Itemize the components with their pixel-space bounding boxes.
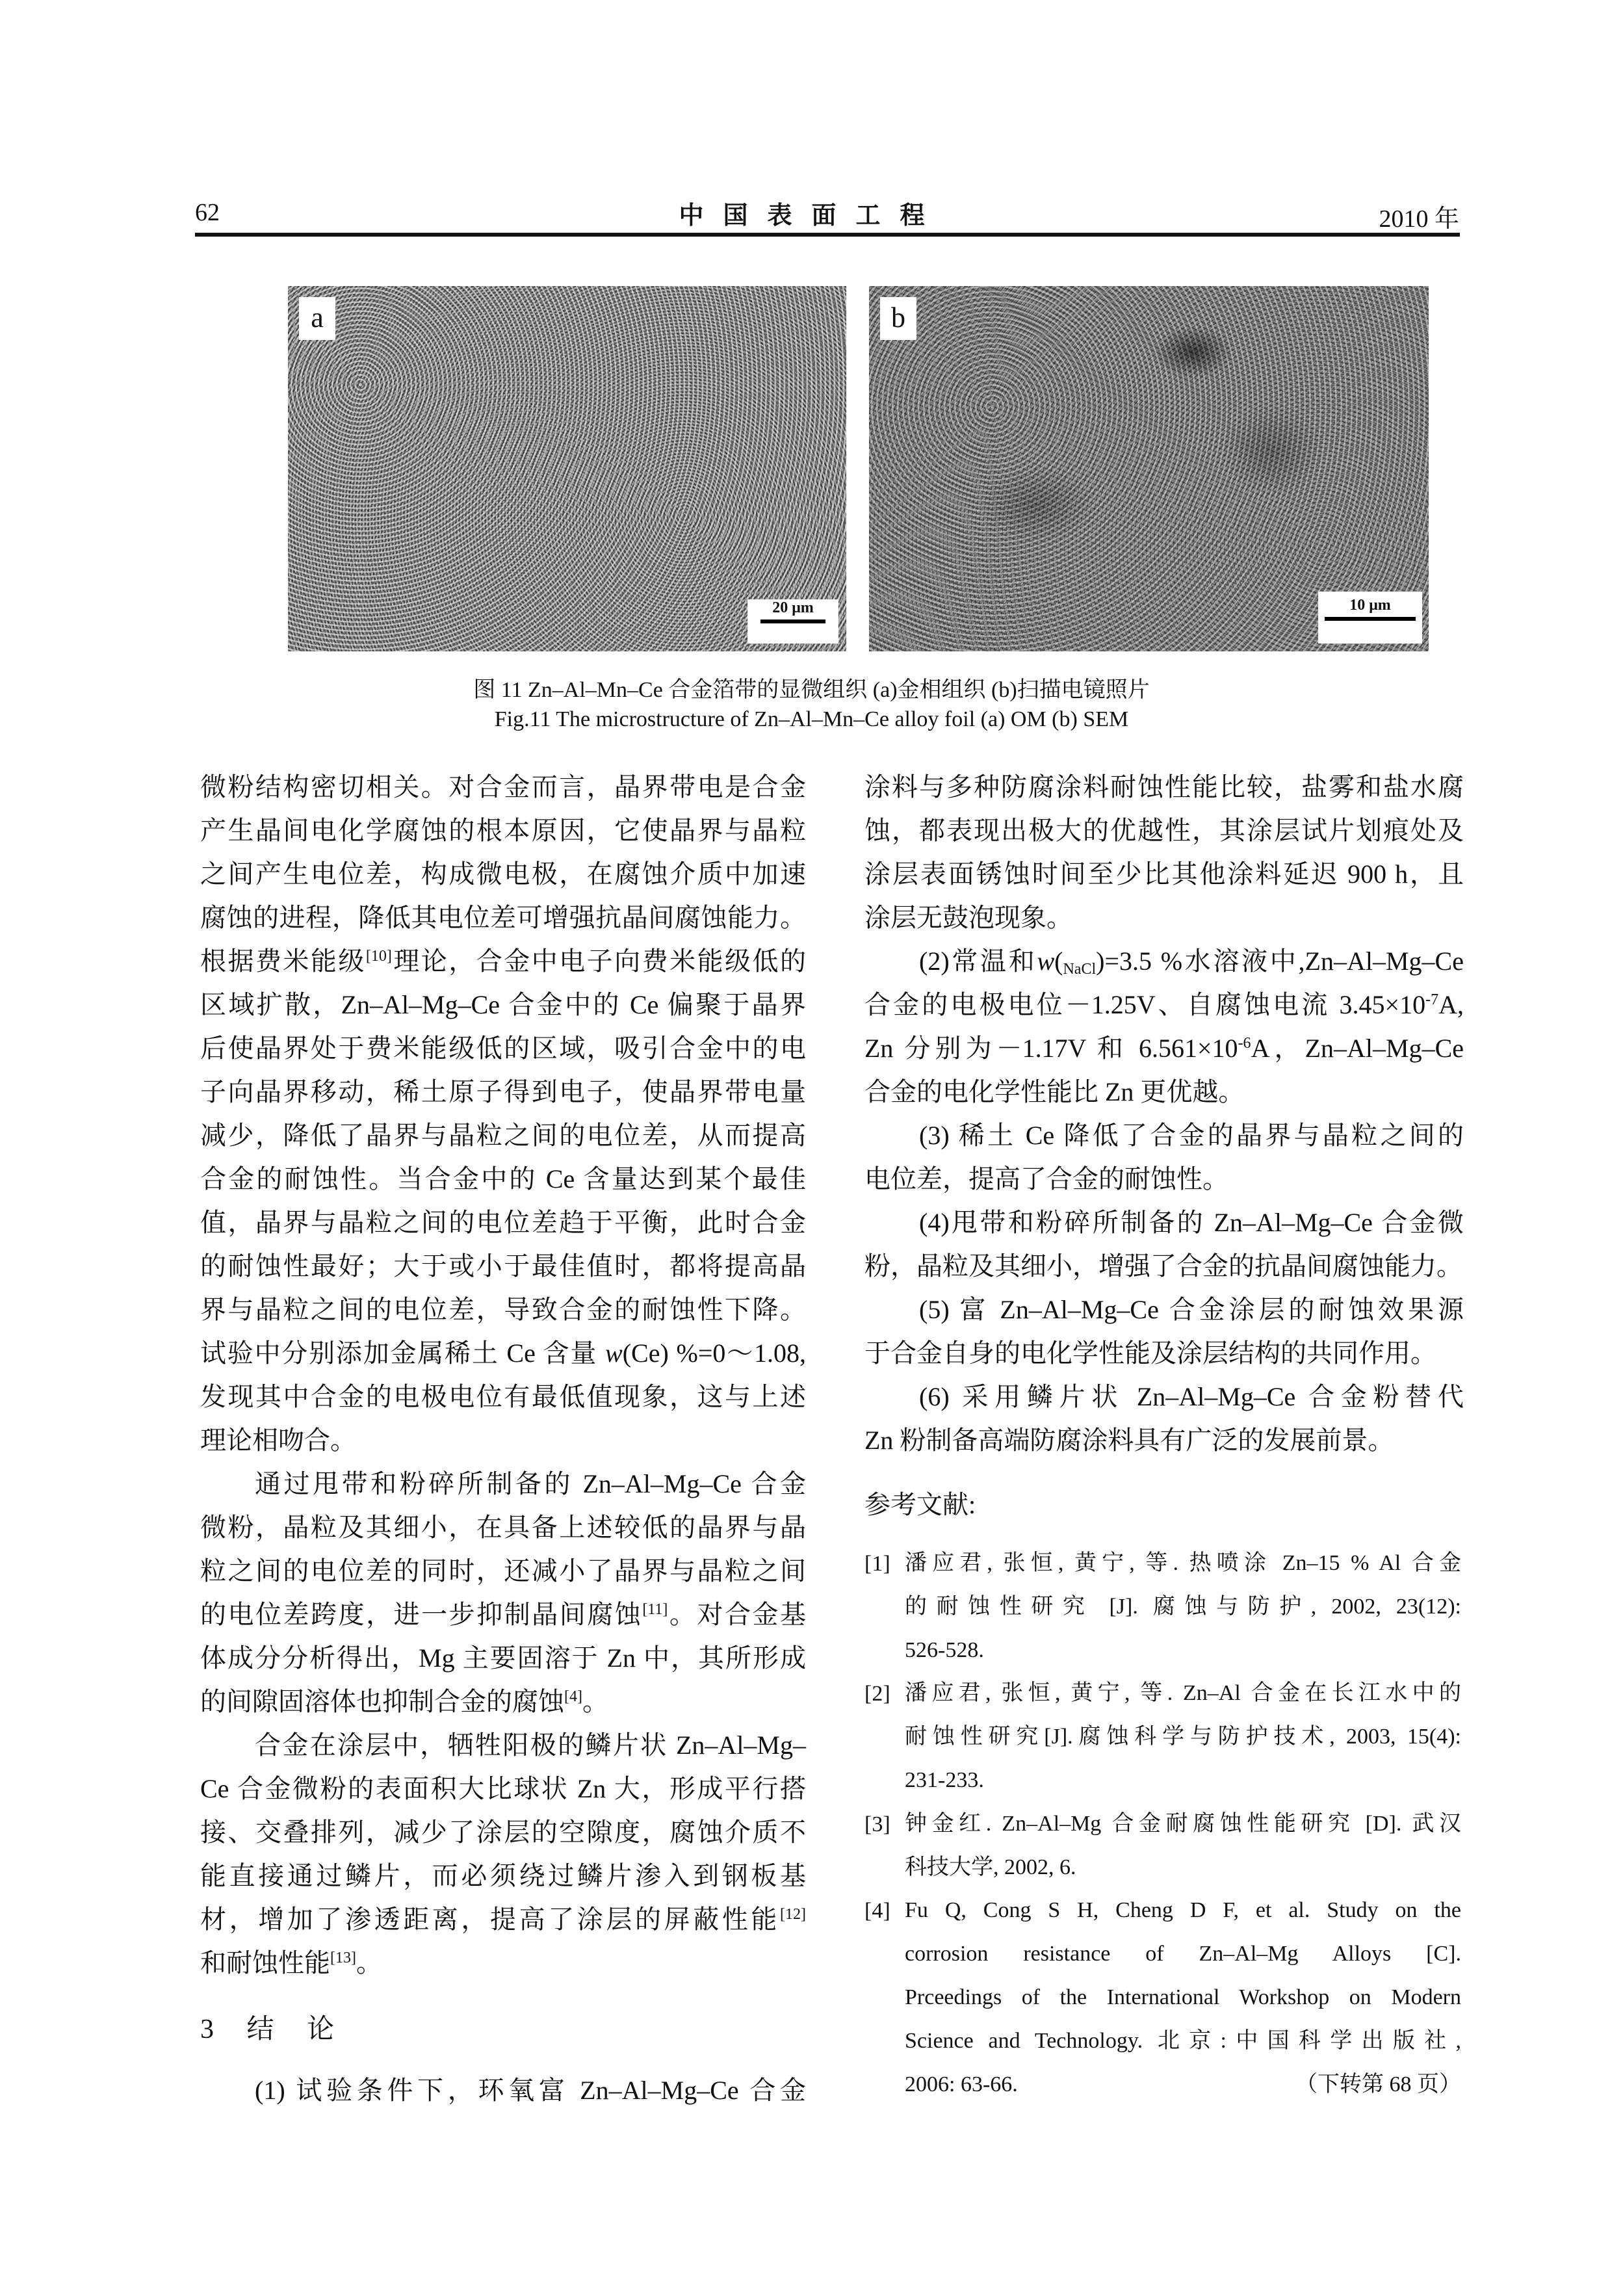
text-line: 涂料与多种防腐涂料耐蚀性能比较，盐雾和盐水腐 [864, 772, 1464, 802]
italic-symbol: w [1037, 946, 1055, 976]
reference-item [864, 1803, 1461, 1890]
text-line [864, 1026, 1464, 1070]
text-line: 的耐蚀性最好；大于或小于最佳值时，都将提高晶 [200, 1251, 806, 1281]
text-segment: ( [1054, 946, 1063, 976]
text-line: 526-528. [905, 1637, 984, 1662]
text-line: 微粉，晶粒及其细小，在具备上述较低的晶界与晶 [200, 1513, 806, 1542]
citation-superscript: [12] [780, 1906, 806, 1923]
text-line: 产生晶间电化学腐蚀的根本原因，它使晶界与晶粒 [200, 816, 806, 845]
scale-bar-a [747, 599, 838, 644]
text-segment: A, [1438, 990, 1464, 1019]
text-segment: (Ce) %=0～1.08, [622, 1338, 806, 1368]
text-line: 接、交叠排列，减少了涂层的空隙度，腐蚀介质不 [200, 1818, 806, 1847]
text-line: 潘应君, 张恒, 黄宁, 等. Zn–Al 合金在长江水中的 [905, 1681, 1461, 1706]
panel-label-a: a [299, 297, 335, 340]
text-segment: 。对合金基 [668, 1600, 807, 1629]
reference-item [864, 1672, 1461, 1802]
text-line: 减少，降低了晶界与晶粒之间的电位差，从而提高 [200, 1121, 806, 1150]
header-rule [195, 233, 1460, 237]
references-list [864, 1542, 1461, 2106]
text-line: 合金在涂层中，牺牲阳极的鳞片状 Zn–Al–Mg– [255, 1730, 806, 1760]
text-line: 耐蚀性研究[J].腐蚀科学与防护技术, 2003, 15(4): [905, 1725, 1461, 1749]
text-segment: 和耐蚀性能 [200, 1948, 330, 1977]
scale-bar-a-label: 20 μm [772, 599, 814, 616]
text-line: 发现其中合金的电极电位有最低值现象，这与上述 [200, 1382, 806, 1411]
text-line [864, 939, 1464, 983]
text-segment: 的电位差跨度，进一步抑制晶间腐蚀 [200, 1600, 643, 1629]
right-column [864, 765, 1464, 1462]
text-segment: A，Zn–Al–Mg–Ce [1251, 1034, 1464, 1063]
figure-caption-en: Fig.11 The microstructure of Zn–Al–Mn–Ce alloy foil (a) OM (b) SEM [494, 707, 1129, 731]
subscript: NaCl [1063, 961, 1097, 978]
text-segment: 合金的电极电位－1.25V、自腐蚀电流 3.45×10 [864, 990, 1426, 1019]
text-line: 粉，晶粒及其细小，增强了合金的抗晶间腐蚀能力。 [864, 1251, 1462, 1281]
text-line: Science and Technology. 北京:中国科学出版社, [905, 2028, 1461, 2053]
text-line: 的耐蚀性研究 [J]. 腐蚀与防护, 2002, 23(12): [905, 1594, 1461, 1619]
text-line [200, 1898, 806, 1941]
text-line [200, 1593, 806, 1636]
text-segment: 根据费米能级 [200, 946, 366, 976]
continued-note: （下转第 68 页） [1295, 2072, 1461, 2096]
text-line: 涂层无鼓泡现象。 [864, 903, 1072, 932]
text-line: (5) 富 Zn–Al–Mg–Ce 合金涂层的耐蚀效果源 [919, 1295, 1464, 1324]
reference-text [905, 1672, 1461, 1802]
text-line: Zn 粉制备高端防腐涂料具有广泛的发展前景。 [864, 1426, 1394, 1455]
text-line: 界与晶粒之间的电位差，导致合金的耐蚀性下降。 [200, 1295, 806, 1324]
text-line: 粒之间的电位差的同时，还减小了晶界与晶粒之间 [200, 1556, 806, 1585]
text-line: 之间产生电位差，构成微电极，在腐蚀介质中加速 [200, 859, 806, 889]
micrograph-sem [869, 286, 1429, 651]
text-line: 子向晶界移动，稀土原子得到电子，使晶界带电量 [200, 1077, 806, 1106]
text-line: Ce 合金微粉的表面积大比球状 Zn 大，形成平行搭 [200, 1774, 806, 1803]
references-heading: 参考文献: [864, 1490, 976, 1519]
text-segment: 。 [582, 1687, 608, 1716]
text-line: 钟金红. Zn–Al–Mg 合金耐腐蚀性能研究 [D]. 武汉 [905, 1811, 1461, 1836]
paragraph [864, 1375, 1464, 1462]
text-line: 值，晶界与晶粒之间的电位差趋于平衡，此时合金 [200, 1208, 806, 1237]
issue-year: 2010 年 [1379, 205, 1459, 233]
paragraph [200, 1723, 806, 1985]
text-line: Fu Q, Cong S H, Cheng D F, et al. Study on the [905, 1898, 1461, 1923]
text-line: 后使晶界处于费米能级低的区域，吸引合金中的电 [200, 1034, 806, 1063]
paragraph [200, 765, 806, 1462]
paragraph [864, 765, 1464, 939]
panel-label-b: b [880, 297, 916, 340]
text-line: 涂层表面锈蚀时间至少比其他涂料延迟 900 h，且 [864, 859, 1464, 889]
citation-superscript: -7 [1425, 991, 1439, 1008]
text-segment: )=3.5 %水溶液中,Zn–Al–Mg–Ce [1096, 946, 1464, 976]
text-line: 蚀，都表现出极大的优越性，其涂层试片划痕处及 [864, 816, 1464, 845]
text-line: 区域扩散，Zn–Al–Mg–Ce 合金中的 Ce 偏聚于晶界 [200, 990, 806, 1019]
reference-text [905, 1803, 1461, 1890]
scale-bar-b-label: 10 μm [1349, 597, 1391, 614]
text-line: 于合金自身的电化学性能及涂层结构的共同作用。 [864, 1338, 1436, 1368]
text-line: 腐蚀的进程，降低其电位差可增强抗晶间腐蚀能力。 [200, 903, 806, 932]
text-line: (6) 采用鳞片状 Zn–Al–Mg–Ce 合金粉替代 [919, 1382, 1464, 1411]
text-line [864, 983, 1464, 1026]
text-line: 微粉结构密切相关。对合金而言，晶界带电是合金 [200, 772, 806, 802]
micrograph-om [288, 286, 846, 651]
scale-bar-b [1318, 592, 1422, 644]
citation-superscript: [10] [365, 948, 392, 965]
citation-superscript: [11] [642, 1601, 668, 1618]
text-line: (4)甩带和粉碎所制备的 Zn–Al–Mg–Ce 合金微 [919, 1208, 1464, 1237]
text-line: 合金的耐蚀性。当合金中的 Ce 含量达到某个最佳 [200, 1164, 806, 1194]
text-line: 电位差，提高了合金的耐蚀性。 [864, 1164, 1228, 1194]
text-line: 2006: 63-66. [905, 2072, 1018, 2096]
text-line: 潘应君, 张恒, 黄宁, 等. 热喷涂 Zn–15 % Al 合金 [905, 1551, 1461, 1575]
citation-superscript: [13] [330, 1950, 356, 1966]
text-segment: 。 [356, 1948, 382, 1977]
references [864, 1482, 1461, 2106]
conclusion-1 [200, 2068, 806, 2112]
text-line [200, 1680, 806, 1723]
italic-symbol: w [605, 1338, 623, 1368]
text-line: Prceedings of the International Workshop on Modern [905, 1985, 1461, 2009]
text-line: 体成分分析得出，Mg 主要固溶于 Zn 中，其所形成 [200, 1643, 806, 1673]
text-segment: Zn 分别为－1.17V 和 6.561×10 [864, 1034, 1238, 1063]
text-segment: 试验中分别添加金属稀土 Ce 含量 [200, 1338, 605, 1368]
figure-caption-cn: 图 11 Zn–Al–Mn–Ce 合金箔带的显微组织 (a)金相组织 (b)扫描电镜照片 [473, 678, 1150, 702]
left-column [200, 765, 806, 1985]
text-line: corrosion resistance of Zn–Al–Mg Alloys [C]. [905, 1942, 1461, 1966]
text-segment: 的间隙固溶体也抑制合金的腐蚀 [200, 1687, 564, 1716]
text-line [200, 939, 806, 983]
text-line: (3) 稀土 Ce 降低了合金的晶界与晶粒之间的 [919, 1121, 1464, 1150]
scale-bar-b-line [1325, 617, 1416, 621]
text-line [200, 1331, 806, 1375]
section-heading: 3 结 论 [200, 2015, 348, 2044]
reference-item [864, 1542, 1461, 1672]
reference-number: [4] [864, 1899, 890, 1924]
text-segment: (2)常温和 [919, 946, 1037, 976]
text-segment: 材，增加了渗透距离，提高了涂层的屏蔽性能 [200, 1905, 781, 1934]
citation-superscript: -6 [1238, 1035, 1251, 1052]
journal-title: 中国表面工程 [679, 201, 944, 229]
text-line: 231-233. [905, 1768, 984, 1792]
scale-bar-a-line [760, 620, 825, 623]
reference-number: [1] [864, 1552, 890, 1576]
paragraph [200, 1462, 806, 1723]
text-line: 理论相吻合。 [200, 1426, 356, 1455]
text-line: 能直接通过鳞片，而必须绕过鳞片渗入到钢板基 [200, 1861, 806, 1890]
reference-number: [3] [864, 1812, 890, 1836]
reference-number: [2] [864, 1682, 890, 1706]
text-line: 通过甩带和粉碎所制备的 Zn–Al–Mg–Ce 合金 [255, 1469, 806, 1498]
text-line: (1) 试验条件下，环氧富 Zn–Al–Mg–Ce 合金 [255, 2076, 806, 2105]
citation-superscript: [4] [564, 1688, 582, 1705]
paragraph [864, 1288, 1464, 1375]
reference-text [905, 1542, 1461, 1672]
text-line: 科技大学, 2002, 6. [905, 1855, 1076, 1879]
paragraph [864, 939, 1464, 1114]
paragraph [864, 1114, 1464, 1201]
text-line [200, 1941, 806, 1985]
text-segment: 理论，合金中电子向费米能级低的 [391, 946, 807, 976]
page-number: 62 [195, 199, 220, 226]
text-line: 合金的电化学性能比 Zn 更优越。 [864, 1077, 1245, 1106]
paragraph [864, 1201, 1464, 1288]
